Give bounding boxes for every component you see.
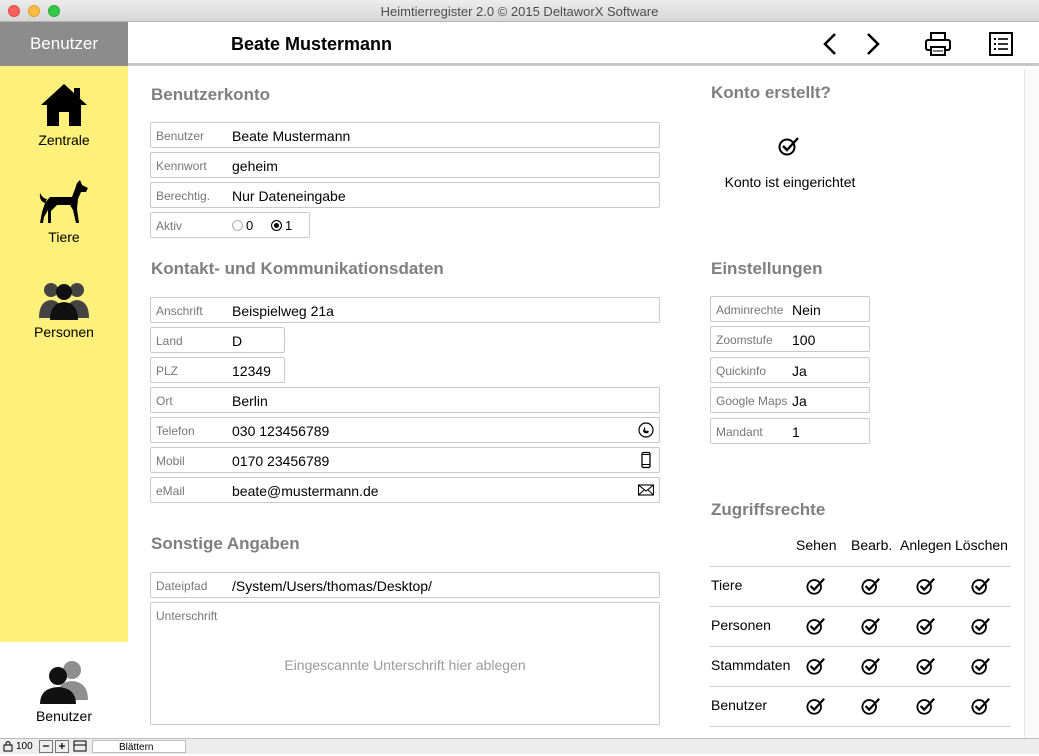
section-title-sonstige: Sonstige Angaben: [151, 534, 300, 553]
dog-icon: [37, 179, 91, 225]
status-bar: [0, 738, 1039, 754]
mail-icon[interactable]: [638, 482, 654, 498]
permission-check-icon[interactable]: [916, 696, 936, 716]
aktiv-field: [150, 212, 310, 238]
section-title-benutzerkonto: Benutzerkonto: [151, 85, 270, 104]
next-icon: [865, 32, 881, 56]
zoom-in-button[interactable]: [55, 740, 69, 753]
field-value: Nein: [792, 302, 821, 318]
page-title: Beate Mustermann: [231, 34, 393, 54]
field-label: Google Maps: [716, 394, 788, 408]
field-label: Adminrechte: [716, 303, 784, 317]
ort-field[interactable]: [150, 387, 660, 413]
section-title-einstellungen: Einstellungen: [711, 259, 823, 278]
field-value: Ja: [792, 363, 807, 379]
zoom-out-button[interactable]: [39, 740, 53, 753]
field-value: 030 123456789: [232, 423, 330, 439]
toolbar-toggle-button[interactable]: [73, 740, 89, 753]
field-value: Nur Dateneingabe: [232, 188, 346, 204]
permission-check-icon[interactable]: [861, 656, 881, 676]
mode-selector[interactable]: Blättern: [92, 740, 186, 753]
list-icon: [989, 32, 1013, 56]
column-header-loeschen: Löschen: [955, 537, 1008, 553]
mandant-field[interactable]: [710, 418, 870, 444]
plz-field[interactable]: [150, 357, 285, 383]
column-header-sehen: Sehen: [796, 537, 837, 553]
sidebar-item-label: Tiere: [48, 229, 80, 245]
permission-check-icon[interactable]: [916, 656, 936, 676]
people-icon: [37, 276, 91, 320]
window-title: Heimtierregister 2.0 © 2015 DeltaworX Software: [380, 4, 659, 19]
field-label: Mandant: [716, 425, 763, 439]
field-label: Aktiv: [156, 219, 183, 233]
field-label: Quickinfo: [716, 364, 767, 378]
row-label-benutzer: Benutzer: [711, 697, 768, 713]
row-label-stammdaten: Stammdaten: [711, 657, 791, 673]
permission-check-icon[interactable]: [861, 576, 881, 596]
main-content: [128, 69, 1024, 738]
field-value: Beispielweg 21a: [232, 303, 334, 319]
minus-icon: [41, 741, 51, 751]
field-label: Mobil: [156, 454, 185, 468]
radio-label: 1: [285, 218, 293, 233]
sidebar-item-zentrale[interactable]: [0, 82, 128, 148]
sidebar-item-tiere[interactable]: [0, 179, 128, 245]
check-icon: [778, 136, 800, 156]
users-icon: [36, 658, 92, 704]
zoom-level: 100: [16, 741, 33, 752]
field-label: Zoomstufe: [716, 333, 773, 347]
land-field[interactable]: [150, 327, 285, 353]
radio-label: 0: [246, 218, 254, 233]
konto-status-text: Konto ist eingerichtet: [724, 174, 856, 190]
unterschrift-dropzone[interactable]: [150, 602, 660, 725]
permission-check-icon[interactable]: [861, 696, 881, 716]
list-view-button[interactable]: [986, 30, 1016, 58]
permission-check-icon[interactable]: [806, 576, 826, 596]
vertical-scrollbar[interactable]: [1024, 69, 1039, 738]
radio-button[interactable]: [271, 220, 282, 231]
field-label: Ort: [156, 394, 173, 408]
field-value: Beate Mustermann: [232, 128, 351, 144]
next-record-button[interactable]: [858, 30, 888, 58]
zoomstufe-field[interactable]: [710, 326, 870, 352]
field-value: Berlin: [232, 393, 268, 409]
anschrift-field[interactable]: [150, 297, 660, 323]
email-field[interactable]: [150, 477, 660, 503]
plus-icon: [57, 741, 67, 751]
mobile-icon[interactable]: [638, 451, 654, 469]
row-label-personen: Personen: [711, 617, 771, 633]
field-value: 12349: [232, 363, 271, 379]
section-title-kontakt: Kontakt- und Kommunikationsdaten: [151, 259, 444, 278]
dateipfad-field[interactable]: [150, 572, 660, 598]
column-header-anlegen: Anlegen: [900, 537, 952, 553]
field-value: 100: [792, 332, 816, 348]
field-label: Unterschrift: [156, 609, 218, 623]
print-button[interactable]: [923, 30, 953, 58]
permission-check-icon[interactable]: [806, 656, 826, 676]
section-title-konto-erstellt: Konto erstellt?: [711, 83, 831, 102]
permission-check-icon[interactable]: [971, 656, 991, 676]
sidebar-item-label: Zentrale: [38, 132, 90, 148]
field-label: Anschrift: [156, 304, 203, 318]
field-value: beate@mustermann.de: [232, 483, 379, 499]
permission-check-icon[interactable]: [861, 616, 881, 636]
row-divider: [710, 606, 1011, 607]
permission-check-icon[interactable]: [971, 576, 991, 596]
record-header: [128, 22, 1039, 66]
section-title-zugriffsrechte: Zugriffsrechte: [711, 500, 826, 519]
telefon-field[interactable]: [150, 417, 660, 443]
print-icon: [925, 32, 951, 56]
permission-check-icon[interactable]: [916, 576, 936, 596]
mobil-field[interactable]: [150, 447, 660, 473]
dropzone-placeholder: Eingescannte Unterschrift hier ablegen: [284, 657, 526, 673]
sidebar-item-benutzer[interactable]: [0, 642, 128, 738]
sidebar-item-personen[interactable]: [0, 276, 128, 340]
aktiv-radio-0[interactable]: [232, 218, 253, 233]
berechtigung-field[interactable]: [150, 182, 660, 208]
toolbar-toggle-icon: [73, 740, 87, 752]
row-divider: [710, 686, 1011, 687]
field-label: Dateipfad: [156, 579, 208, 593]
previous-icon: [822, 32, 838, 56]
field-value: 0170 23456789: [232, 453, 330, 469]
sidebar-item-label: Benutzer: [35, 708, 93, 724]
field-label: eMail: [156, 484, 185, 498]
window-titlebar: [0, 0, 1039, 22]
field-value: geheim: [232, 158, 278, 174]
previous-record-button[interactable]: [815, 30, 845, 58]
phone-icon[interactable]: [638, 422, 654, 438]
field-label: Telefon: [156, 424, 195, 438]
column-header-bearb: Bearb.: [851, 537, 893, 553]
permission-check-icon[interactable]: [916, 616, 936, 636]
permission-check-icon[interactable]: [806, 616, 826, 636]
field-label: Benutzer: [156, 129, 205, 143]
aktiv-radio-1[interactable]: [271, 218, 292, 233]
google-maps-field[interactable]: [710, 387, 870, 413]
sidebar: [0, 22, 128, 738]
home-icon: [39, 82, 89, 128]
field-value: Ja: [792, 393, 807, 409]
row-label-tiere: Tiere: [711, 577, 743, 593]
adminrechte-field[interactable]: [710, 296, 870, 322]
benutzer-field[interactable]: [150, 122, 660, 148]
radio-button[interactable]: [232, 220, 243, 231]
field-label: Land: [156, 334, 183, 348]
lock-icon[interactable]: [3, 740, 13, 753]
sidebar-header: Benutzer: [0, 22, 128, 66]
permission-check-icon[interactable]: [806, 696, 826, 716]
field-label: Kennwort: [156, 159, 207, 173]
field-label: Berechtig.: [156, 189, 211, 203]
row-divider: [710, 726, 1011, 727]
field-value: 1: [792, 424, 800, 440]
permission-check-icon[interactable]: [971, 696, 991, 716]
field-label: PLZ: [156, 364, 179, 378]
row-divider: [710, 646, 1011, 647]
sidebar-item-label: Personen: [34, 324, 94, 340]
kennwort-field[interactable]: [150, 152, 660, 178]
row-divider: [710, 566, 1011, 567]
permission-check-icon[interactable]: [971, 616, 991, 636]
field-value: D: [232, 333, 243, 349]
field-value: /System/Users/thomas/Desktop/: [232, 578, 432, 594]
quickinfo-field[interactable]: [710, 357, 870, 383]
